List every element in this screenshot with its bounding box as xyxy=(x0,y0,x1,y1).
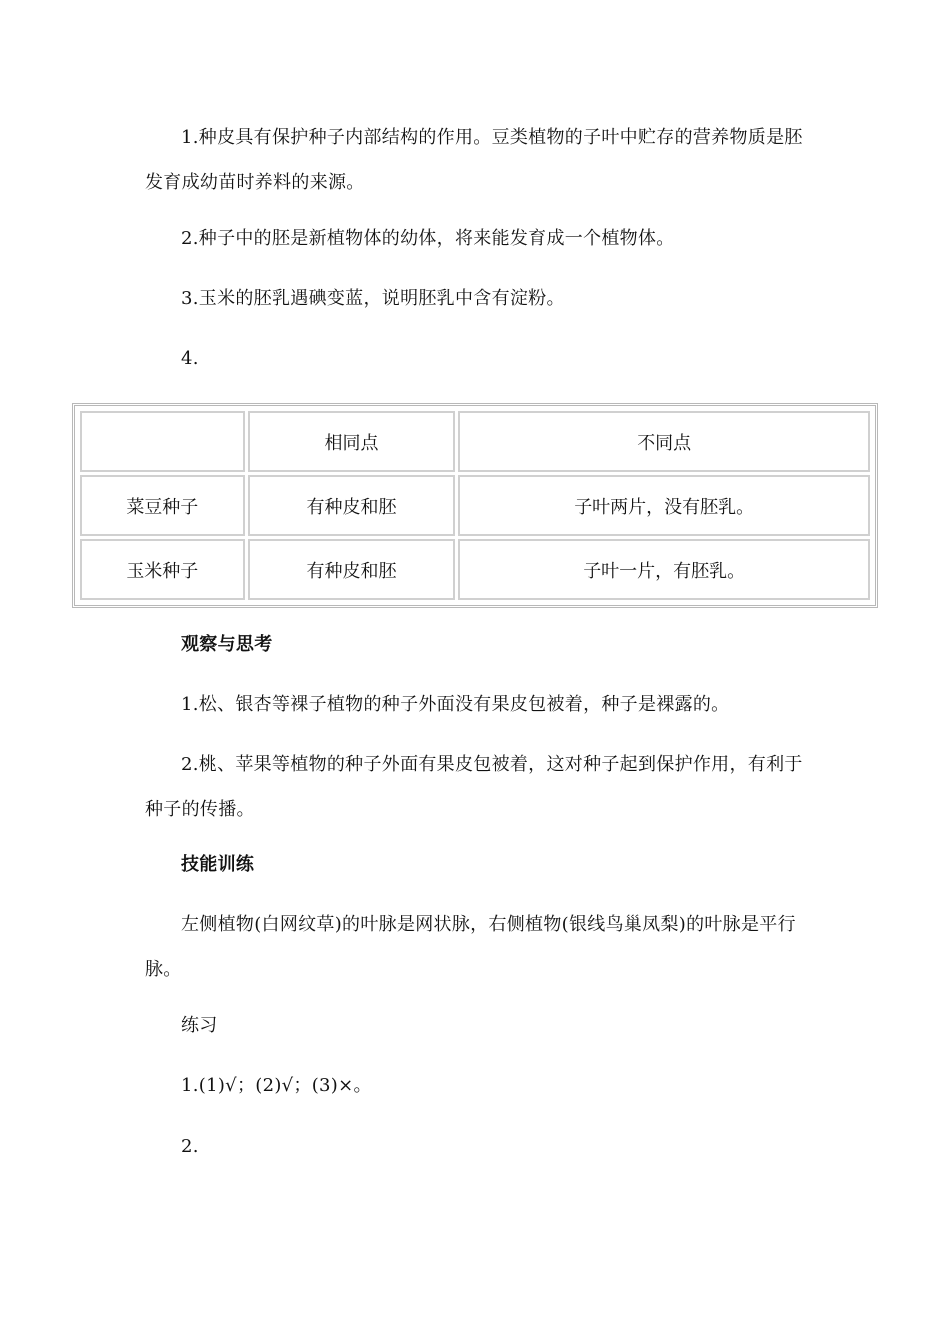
comparison-table xyxy=(72,403,878,608)
table-cell: 有种皮和胚 xyxy=(248,475,456,536)
table-header-row xyxy=(80,411,870,472)
table-cell: 玉米种子 xyxy=(80,539,245,600)
observe-paragraph-2: 2.桃、苹果等植物的种子外面有果皮包被着，这对种子起到保护作用，有利于种子的传播。 xyxy=(145,754,803,820)
section-heading-skill: 技能训练 xyxy=(181,854,255,875)
exercise-label: 练习 xyxy=(181,1015,218,1036)
skill-paragraph: 左侧植物(白网纹草)的叶脉是网状脉，右侧植物(银线鸟巢凤梨)的叶脉是平行脉。 xyxy=(145,914,796,980)
answer-paragraph-1: 1.种皮具有保护种子内部结构的作用。豆类植物的子叶中贮存的营养物质是胚发育成幼苗时养料的来源。 xyxy=(145,127,803,193)
table-header-cell xyxy=(80,411,245,472)
exercise-answer-2: 2. xyxy=(181,1136,199,1157)
table-cell: 子叶两片，没有胚乳。 xyxy=(458,475,870,536)
table-row xyxy=(80,475,870,536)
observe-paragraph-1: 1.松、银杏等裸子植物的种子外面没有果皮包被着，种子是裸露的。 xyxy=(181,694,730,715)
section-heading-observe: 观察与思考 xyxy=(181,634,273,655)
exercise-answer-1: 1.(1)√；(2)√；(3)×。 xyxy=(181,1075,372,1096)
table-header-cell: 不同点 xyxy=(458,411,870,472)
answer-paragraph-2: 2.种子中的胚是新植物体的幼体，将来能发育成一个植物体。 xyxy=(181,228,675,249)
table-row xyxy=(80,539,870,600)
table-cell: 菜豆种子 xyxy=(80,475,245,536)
answer-paragraph-3: 3.玉米的胚乳遇碘变蓝，说明胚乳中含有淀粉。 xyxy=(181,288,565,309)
answer-paragraph-4: 4. xyxy=(181,348,199,369)
table-cell: 子叶一片，有胚乳。 xyxy=(458,539,870,600)
table-header-cell: 相同点 xyxy=(248,411,456,472)
table-cell: 有种皮和胚 xyxy=(248,539,456,600)
